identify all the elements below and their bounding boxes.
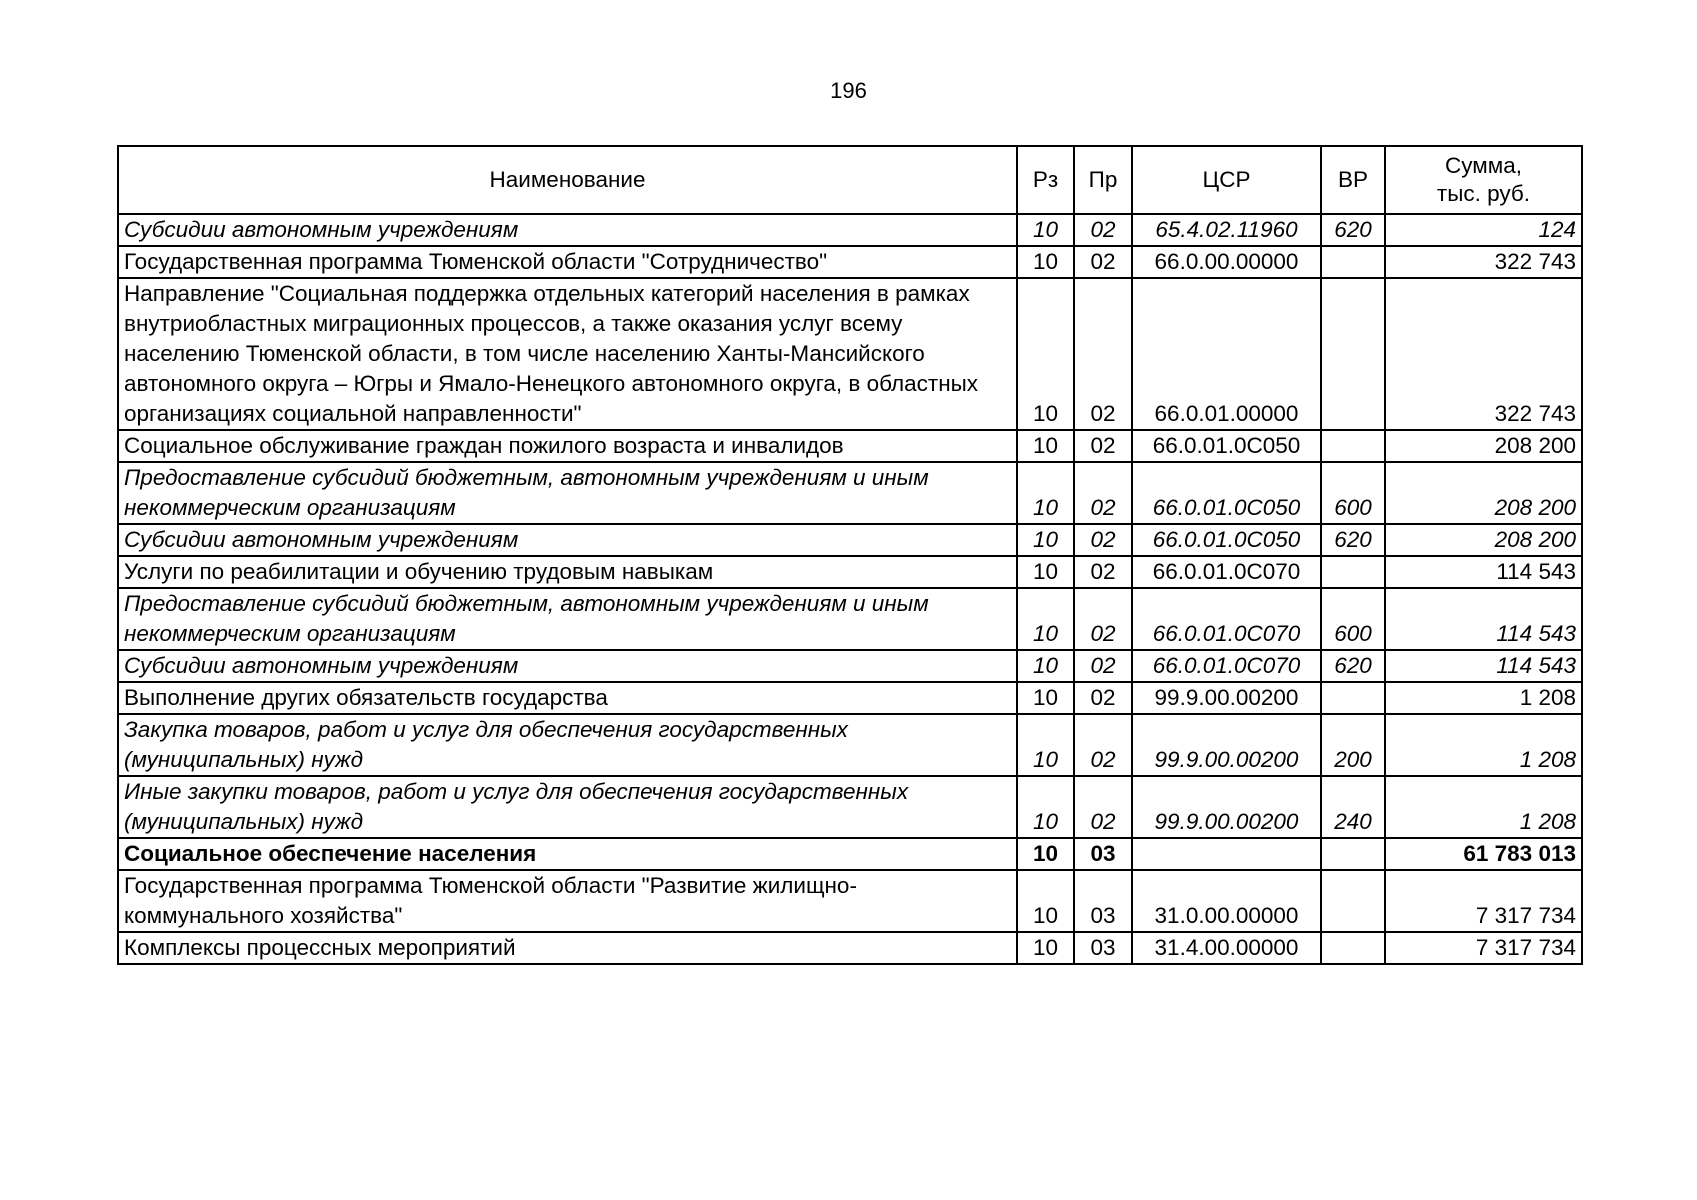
cell-csr: 66.0.01.0С070 <box>1132 588 1321 650</box>
cell-rz: 10 <box>1017 838 1074 870</box>
cell-csr: 99.9.00.00200 <box>1132 714 1321 776</box>
cell-name: Иные закупки товаров, работ и услуг для обеспечения государственных (муниципальных) нужд <box>118 776 1017 838</box>
cell-vr <box>1321 682 1385 714</box>
table-row <box>118 776 1582 838</box>
cell-sum: 1 208 <box>1385 776 1582 838</box>
cell-rz: 10 <box>1017 588 1074 650</box>
cell-csr: 31.0.00.00000 <box>1132 870 1321 932</box>
cell-vr: 620 <box>1321 650 1385 682</box>
cell-vr: 620 <box>1321 214 1385 246</box>
cell-pr: 03 <box>1074 932 1132 964</box>
cell-csr: 66.0.01.0С070 <box>1132 650 1321 682</box>
cell-rz: 10 <box>1017 556 1074 588</box>
cell-name: Государственная программа Тюменской области "Сотрудничество" <box>118 246 1017 278</box>
cell-name: Услуги по реабилитации и обучению трудовым навыкам <box>118 556 1017 588</box>
cell-name: Выполнение других обязательств государства <box>118 682 1017 714</box>
cell-csr: 65.4.02.11960 <box>1132 214 1321 246</box>
table-row <box>118 682 1582 714</box>
cell-sum: 1 208 <box>1385 714 1582 776</box>
cell-pr: 02 <box>1074 278 1132 430</box>
table-body <box>118 214 1582 964</box>
cell-sum: 7 317 734 <box>1385 932 1582 964</box>
cell-rz: 10 <box>1017 278 1074 430</box>
cell-sum: 322 743 <box>1385 246 1582 278</box>
cell-sum: 1 208 <box>1385 682 1582 714</box>
cell-rz: 10 <box>1017 246 1074 278</box>
cell-sum: 114 543 <box>1385 588 1582 650</box>
cell-sum: 124 <box>1385 214 1582 246</box>
cell-csr: 66.0.01.0С050 <box>1132 462 1321 524</box>
cell-csr: 99.9.00.00200 <box>1132 682 1321 714</box>
cell-csr: 66.0.01.0С050 <box>1132 524 1321 556</box>
cell-csr: 66.0.01.0С050 <box>1132 430 1321 462</box>
cell-rz: 10 <box>1017 214 1074 246</box>
cell-vr: 200 <box>1321 714 1385 776</box>
cell-csr: 66.0.00.00000 <box>1132 246 1321 278</box>
cell-vr <box>1321 932 1385 964</box>
table-row <box>118 278 1582 430</box>
cell-rz: 10 <box>1017 650 1074 682</box>
table-header-row <box>118 146 1582 214</box>
table-row <box>118 838 1582 870</box>
header-csr: ЦСР <box>1132 146 1321 214</box>
cell-sum: 61 783 013 <box>1385 838 1582 870</box>
cell-sum: 114 543 <box>1385 650 1582 682</box>
table-row <box>118 870 1582 932</box>
cell-csr <box>1132 838 1321 870</box>
cell-csr: 66.0.01.00000 <box>1132 278 1321 430</box>
cell-name: Предоставление субсидий бюджетным, автономным учреждениям и иным некоммерческим организациям <box>118 462 1017 524</box>
table-row <box>118 588 1582 650</box>
cell-csr: 66.0.01.0С070 <box>1132 556 1321 588</box>
cell-rz: 10 <box>1017 524 1074 556</box>
header-vr: ВР <box>1321 146 1385 214</box>
table-row <box>118 524 1582 556</box>
cell-rz: 10 <box>1017 870 1074 932</box>
cell-pr: 02 <box>1074 588 1132 650</box>
header-sum <box>1385 146 1582 214</box>
cell-pr: 02 <box>1074 430 1132 462</box>
table-row <box>118 214 1582 246</box>
cell-vr <box>1321 556 1385 588</box>
cell-pr: 02 <box>1074 650 1132 682</box>
cell-sum: 114 543 <box>1385 556 1582 588</box>
cell-csr: 31.4.00.00000 <box>1132 932 1321 964</box>
cell-name: Социальное обеспечение населения <box>118 838 1017 870</box>
cell-name: Направление "Социальная поддержка отдельных категорий населения в рамках внутриобластных миграционных процессов, а также оказания услуг всему населению Тюменской области, в том числе населению Ханты-Мансийского автономного округа – Югры и Ямало-Ненецкого автономного округа, в областных организациях социальной направленности" <box>118 278 1017 430</box>
cell-rz: 10 <box>1017 776 1074 838</box>
table-row <box>118 714 1582 776</box>
cell-vr <box>1321 838 1385 870</box>
budget-table <box>117 145 1583 965</box>
header-sum-line1: Сумма, <box>1445 153 1522 178</box>
cell-pr: 02 <box>1074 462 1132 524</box>
cell-vr <box>1321 870 1385 932</box>
page-number: 196 <box>830 78 867 103</box>
cell-name: Закупка товаров, работ и услуг для обеспечения государственных (муниципальных) нужд <box>118 714 1017 776</box>
cell-name: Субсидии автономным учреждениям <box>118 214 1017 246</box>
cell-rz: 10 <box>1017 682 1074 714</box>
table-row <box>118 932 1582 964</box>
cell-pr: 02 <box>1074 214 1132 246</box>
cell-pr: 02 <box>1074 682 1132 714</box>
cell-pr: 03 <box>1074 870 1132 932</box>
header-pr: Пр <box>1074 146 1132 214</box>
cell-name: Государственная программа Тюменской области "Развитие жилищно-коммунального хозяйства" <box>118 870 1017 932</box>
cell-pr: 03 <box>1074 838 1132 870</box>
cell-sum: 208 200 <box>1385 524 1582 556</box>
cell-sum: 322 743 <box>1385 278 1582 430</box>
cell-name: Социальное обслуживание граждан пожилого возраста и инвалидов <box>118 430 1017 462</box>
table-row <box>118 246 1582 278</box>
cell-rz: 10 <box>1017 462 1074 524</box>
table-row <box>118 462 1582 524</box>
cell-vr: 240 <box>1321 776 1385 838</box>
cell-rz: 10 <box>1017 714 1074 776</box>
cell-sum: 7 317 734 <box>1385 870 1582 932</box>
cell-name: Предоставление субсидий бюджетным, автономным учреждениям и иным некоммерческим организациям <box>118 588 1017 650</box>
header-sum-line2: тыс. руб. <box>1436 181 1531 206</box>
cell-sum: 208 200 <box>1385 430 1582 462</box>
table-row <box>118 430 1582 462</box>
cell-rz: 10 <box>1017 430 1074 462</box>
cell-name: Субсидии автономным учреждениям <box>118 650 1017 682</box>
cell-rz: 10 <box>1017 932 1074 964</box>
cell-csr: 99.9.00.00200 <box>1132 776 1321 838</box>
cell-vr: 600 <box>1321 588 1385 650</box>
header-name: Наименование <box>118 146 1017 214</box>
cell-pr: 02 <box>1074 776 1132 838</box>
table-row <box>118 650 1582 682</box>
cell-name: Субсидии автономным учреждениям <box>118 524 1017 556</box>
cell-pr: 02 <box>1074 524 1132 556</box>
cell-pr: 02 <box>1074 714 1132 776</box>
cell-vr: 600 <box>1321 462 1385 524</box>
header-rz: Рз <box>1017 146 1074 214</box>
cell-vr: 620 <box>1321 524 1385 556</box>
cell-sum: 208 200 <box>1385 462 1582 524</box>
cell-pr: 02 <box>1074 246 1132 278</box>
cell-vr <box>1321 430 1385 462</box>
table-row <box>118 556 1582 588</box>
cell-vr <box>1321 278 1385 430</box>
cell-name: Комплексы процессных мероприятий <box>118 932 1017 964</box>
cell-vr <box>1321 246 1385 278</box>
cell-pr: 02 <box>1074 556 1132 588</box>
